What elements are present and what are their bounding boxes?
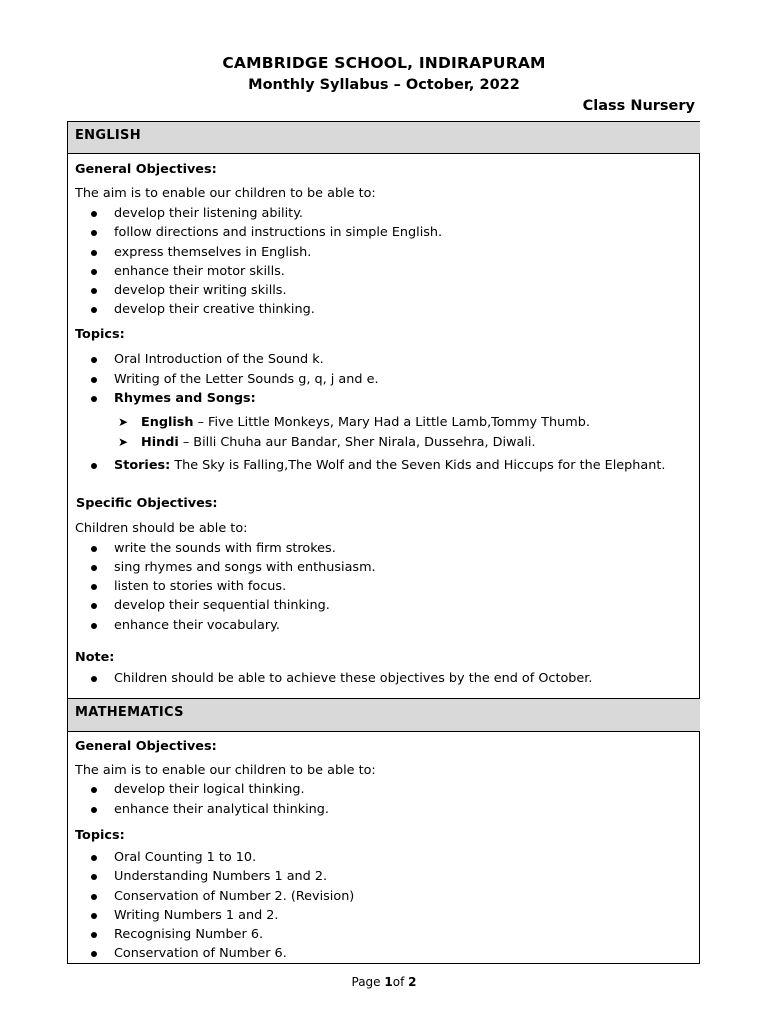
bullet-icon [91, 874, 97, 880]
math-topics-heading: Topics: [75, 828, 125, 843]
english-specific-item: write the sounds with firm strokes. [114, 541, 336, 556]
bullet-icon [91, 894, 97, 900]
bullet-icon [91, 565, 97, 571]
bullet-icon [91, 377, 97, 383]
english-general-item: develop their listening ability. [114, 206, 304, 221]
english-general-item: develop their creative thinking. [114, 302, 315, 317]
class-label: Class Nursery [582, 98, 695, 114]
english-topics-heading: Topics: [75, 327, 125, 342]
stories-line: Stories: The Sky is Falling,The Wolf and the Seven Kids and Hiccups for the Elephant. [114, 458, 666, 473]
bullet-icon [91, 230, 97, 236]
math-general-intro: The aim is to enable our children to be able to: [75, 763, 376, 778]
bullet-icon [91, 932, 97, 938]
math-general-heading: General Objectives: [75, 739, 217, 754]
bullet-icon [91, 546, 97, 552]
rhymes-english: English – Five Little Monkeys, Mary Had a Little Lamb,Tommy Thumb. [141, 415, 590, 430]
english-general-intro: The aim is to enable our children to be able to: [75, 186, 376, 201]
bullet-icon [91, 787, 97, 793]
school-name: CAMBRIDGE SCHOOL, INDIRAPURAM [222, 54, 546, 72]
english-topic: Writing of the Letter Sounds g, q, j and e. [114, 372, 379, 387]
english-section-header [68, 122, 700, 154]
english-note-item: Children should be able to achieve these objectives by the end of October. [114, 671, 593, 686]
math-general-item: enhance their analytical thinking. [114, 802, 329, 817]
bullet-icon [91, 396, 97, 402]
bullet-icon [91, 913, 97, 919]
math-general-item: develop their logical thinking. [114, 782, 305, 797]
bullet-icon [91, 211, 97, 217]
bullet-icon [91, 357, 97, 363]
english-specific-intro: Children should be able to: [75, 521, 248, 536]
arrow-bullet-icon: ➤ [118, 435, 129, 449]
math-topic: Understanding Numbers 1 and 2. [114, 869, 328, 884]
english-specific-item: listen to stories with focus. [114, 579, 287, 594]
bullet-icon [91, 603, 97, 609]
syllabus-month: Monthly Syllabus – October, 2022 [248, 77, 520, 93]
bullet-icon [91, 584, 97, 590]
mathematics-title: MATHEMATICS [75, 705, 184, 720]
math-topic: Oral Counting 1 to 10. [114, 850, 257, 865]
english-general-item: follow directions and instructions in simple English. [114, 225, 443, 240]
arrow-bullet-icon: ➤ [118, 415, 129, 429]
english-general-item: express themselves in English. [114, 245, 312, 260]
bullet-icon [91, 250, 97, 256]
english-topic: Oral Introduction of the Sound k. [114, 352, 324, 367]
bullet-icon [91, 676, 97, 682]
english-specific-item: develop their sequential thinking. [114, 598, 330, 613]
english-specific-heading: Specific Objectives: [76, 496, 218, 511]
english-general-item: enhance their motor skills. [114, 264, 285, 279]
bullet-icon [91, 269, 97, 275]
math-topic: Conservation of Number 6. [114, 946, 287, 961]
bullet-icon [91, 307, 97, 313]
english-title: ENGLISH [75, 128, 141, 143]
english-specific-item: sing rhymes and songs with enthusiasm. [114, 560, 376, 575]
math-topic: Writing Numbers 1 and 2. [114, 908, 279, 923]
rhymes-hindi: Hindi – Billi Chuha aur Bandar, Sher Nirala, Dussehra, Diwali. [141, 435, 536, 450]
english-note-heading: Note: [75, 650, 115, 665]
bullet-icon [91, 951, 97, 957]
english-general-item: develop their writing skills. [114, 283, 287, 298]
page-number: Page 1of 2 [351, 975, 417, 989]
bullet-icon [91, 623, 97, 629]
math-topic: Conservation of Number 2. (Revision) [114, 889, 355, 904]
math-topic: Recognising Number 6. [114, 927, 264, 942]
english-general-heading: General Objectives: [75, 162, 217, 177]
mathematics-section-header [68, 698, 700, 732]
rhymes-heading: Rhymes and Songs: [114, 391, 256, 406]
bullet-icon [91, 463, 97, 469]
bullet-icon [91, 807, 97, 813]
english-specific-item: enhance their vocabulary. [114, 618, 280, 633]
bullet-icon [91, 855, 97, 861]
bullet-icon [91, 288, 97, 294]
